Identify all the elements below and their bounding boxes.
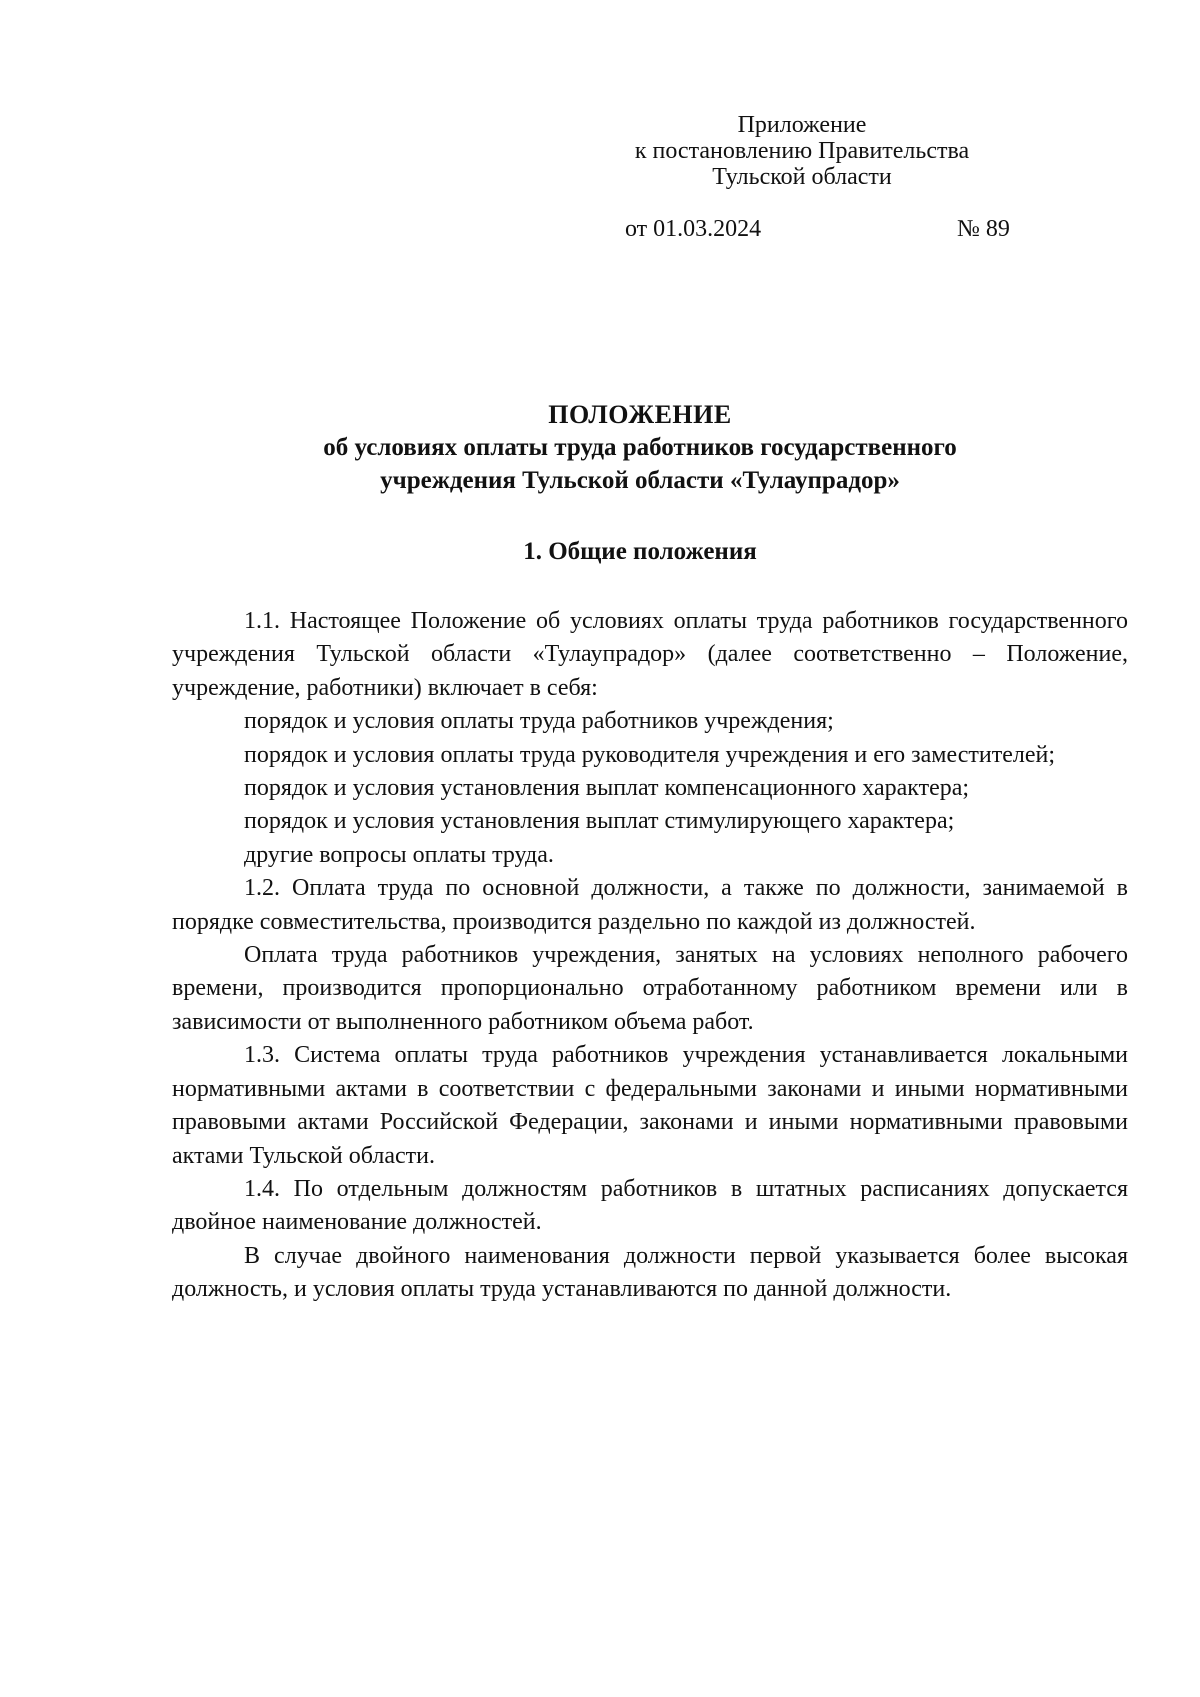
- paragraph: порядок и условия установления выплат стимулирующего характера;: [244, 808, 955, 835]
- document-title-line-3: учреждения Тульской области «Тулаупрадор»: [380, 467, 900, 494]
- paragraph: Оплата труда работников учреждения, занятых на условиях неполного рабочего времени, производится пропорционально отработанному работником времени или в зависимости от выполненного работником объема работ.: [172, 942, 1128, 1035]
- document-title-line-2: об условиях оплаты труда работников государственного: [323, 434, 957, 461]
- paragraph: другие вопросы оплаты труда.: [244, 841, 554, 868]
- appendix-label: Приложение: [737, 112, 867, 138]
- resolution-date: от 01.03.2024: [625, 216, 762, 242]
- document-title-main: ПОЛОЖЕНИЕ: [548, 400, 732, 429]
- section-heading: 1. Общие положения: [523, 538, 757, 565]
- paragraph: 1.2. Оплата труда по основной должности, а также по должности, занимаемой в порядке совместительства, производится раздельно по каждой из должностей.: [172, 875, 1128, 935]
- appendix-region: Тульской области: [712, 164, 892, 190]
- paragraph: порядок и условия установления выплат компенсационного характера;: [244, 775, 970, 802]
- paragraph: 1.4. По отдельным должностям работников в штатных расписаниях допускается двойное наименование должностей.: [172, 1175, 1128, 1236]
- section-body: [172, 605, 1128, 1307]
- paragraph: порядок и условия оплаты труда работников учреждения;: [244, 708, 834, 735]
- appendix-resolution-ref: к постановлению Правительства: [634, 138, 970, 164]
- paragraph: порядок и условия оплаты труда руководителя учреждения и его заместителей;: [244, 741, 1056, 768]
- resolution-number: № 89: [957, 216, 1010, 242]
- appendix-block: [612, 112, 992, 190]
- paragraph: 1.1. Настоящее Положение об условиях оплаты труда работников государственного учреждения Тульской области «Тулаупрадор» (далее соответственно – Положение, учреждение, работники) включает в себя:: [172, 608, 1128, 701]
- document-title: [160, 398, 1120, 497]
- paragraph: В случае двойного наименования должности первой указывается более высокая должность, и условия оплаты труда устанавливаются по данной должности.: [172, 1242, 1128, 1303]
- paragraph: 1.3. Система оплаты труда работников учреждения устанавливается локальными нормативными актами в соответствии с федеральными законами и иными нормативными правовыми актами Российской Федерации, законами и иными нормативными правовыми актами Тульской области.: [172, 1042, 1128, 1169]
